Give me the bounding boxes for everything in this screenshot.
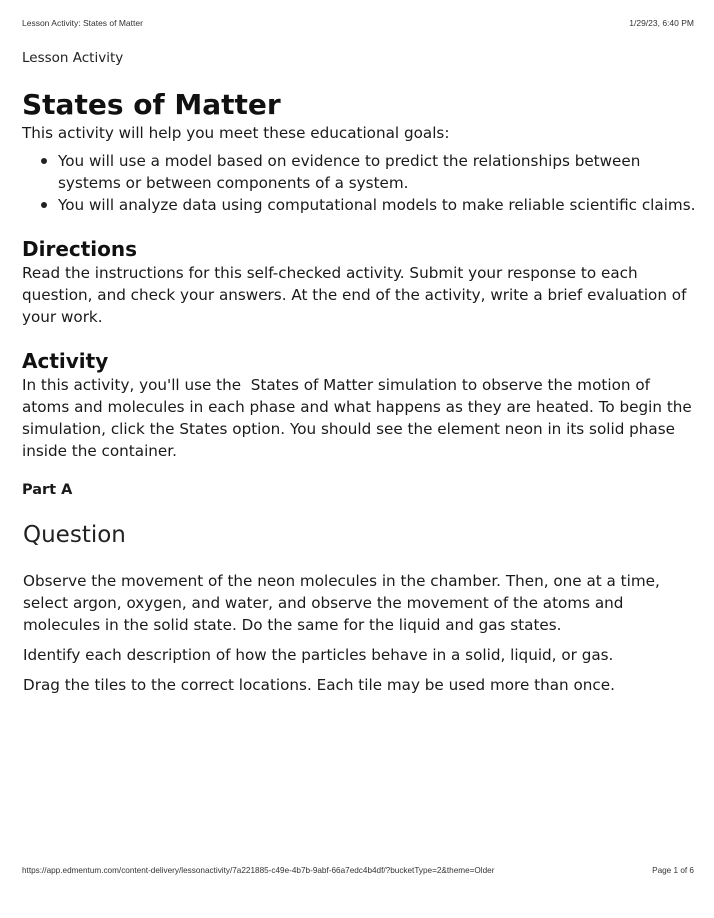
goal-item <box>58 194 702 216</box>
print-footer-page-number: Page 1 of 6 <box>652 866 694 875</box>
directions-heading: Directions <box>22 237 138 261</box>
print-footer-url: https://app.edmentum.com/content-delivery/lessonactivity/7a221885-c49e-4b7b-9abf-66a7edc4b4df/?bucketType=2&theme=Older <box>22 866 495 875</box>
goals-list <box>22 150 702 216</box>
directions-text: Read the instructions for this self-checked activity. Submit your response to each question, and check your answers. At the end of the activity, write a brief evaluation of your work. <box>22 264 687 326</box>
drag-instruction: Drag the tiles to the correct locations. Each tile may be used more than once. <box>23 676 615 694</box>
lesson-kicker: Lesson Activity <box>22 50 124 66</box>
print-footer <box>22 866 694 880</box>
goal-text: You will use a model based on evidence to predict the relationships between systems or between components of a system. <box>58 152 641 192</box>
question-text: Observe the movement of the neon molecules in the chamber. Then, one at a time, select argon, oxygen, and water, and observe the movement of the atoms and molecules in the solid state. Do the same for the liquid and gas states. <box>23 572 660 634</box>
question-instruction: Identify each description of how the particles behave in a solid, liquid, or gas. <box>23 646 614 664</box>
lesson-content <box>22 48 702 696</box>
activity-text: In this activity, you'll use the States of Matter simulation to observe the motion of atoms and molecules in each phase and what happens as they are heated. To begin the simulation, click the States option. You should see the element neon in its solid phase inside the container. <box>22 376 697 460</box>
goal-item <box>58 150 702 194</box>
print-header <box>22 18 694 32</box>
bullet-icon <box>41 202 47 208</box>
activity-heading: Activity <box>22 349 109 373</box>
intro-text: This activity will help you meet these educational goals: <box>22 124 450 142</box>
question-heading: Question <box>23 522 126 548</box>
bullet-icon <box>41 158 47 164</box>
goal-text: You will analyze data using computational models to make reliable scientific claims. <box>58 196 696 214</box>
part-a-label: Part A <box>22 482 73 498</box>
page-title: States of Matter <box>22 88 281 121</box>
print-header-title: Lesson Activity: States of Matter <box>22 18 143 28</box>
print-header-timestamp: 1/29/23, 6:40 PM <box>629 18 694 28</box>
